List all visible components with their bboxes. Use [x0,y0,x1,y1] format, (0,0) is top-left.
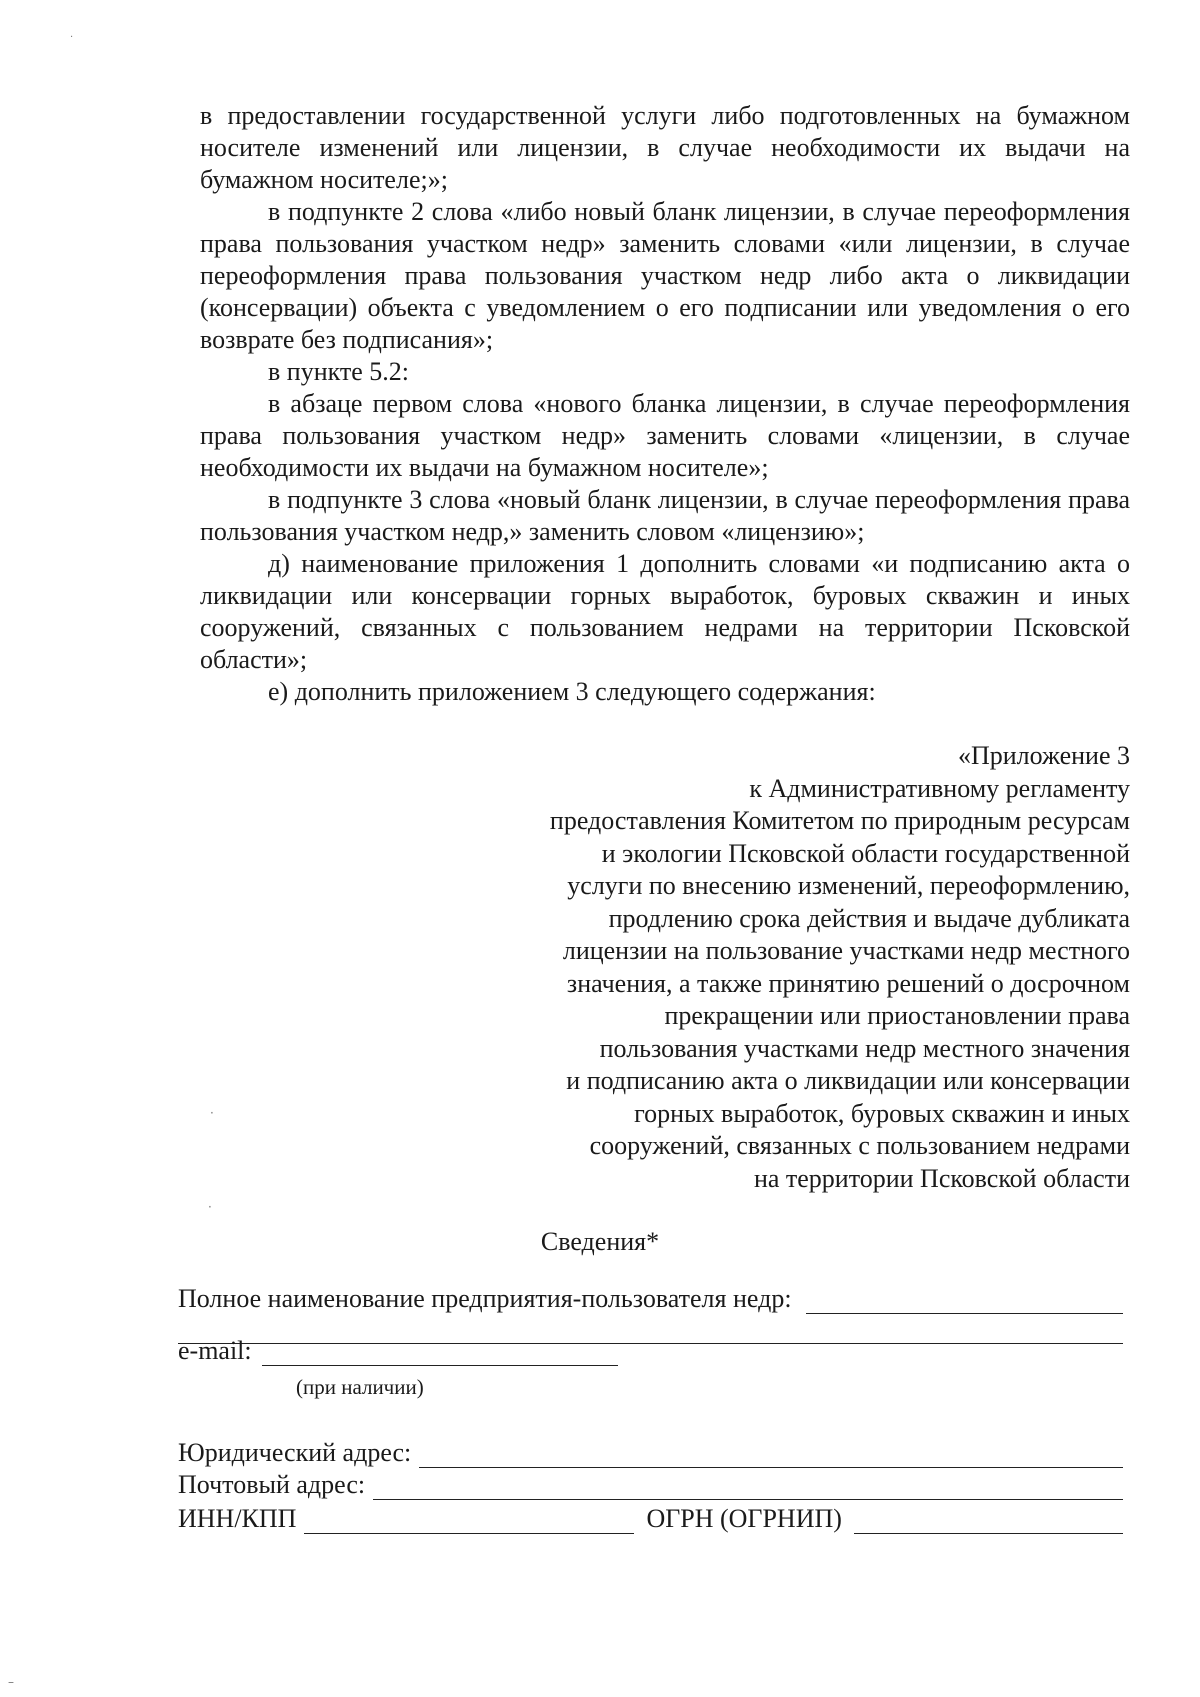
postal-address-row [178,1470,1123,1500]
appendix-line: лицензии на пользование участками недр местного [562,936,1130,965]
appendix-line: пользования участками недр местного значения [599,1033,1130,1063]
appendix-line: продлению срока действия и выдаче дубликата [608,903,1130,933]
appendix-line: к Административному регламенту [749,773,1130,803]
appendix-line: горных выработок, буровых скважин и иных [634,1098,1130,1128]
company-name-field[interactable] [806,1287,1123,1314]
appendix-line: сооружений, связанных с пользованием недрами [589,1131,1130,1160]
postal-address-field[interactable] [373,1473,1123,1500]
form-title: Сведения* [540,1227,660,1256]
paragraph: в пункте 5.2: [268,357,410,386]
email-hint: (при наличии) [296,1375,424,1399]
email-row [178,1336,618,1366]
ogrn-field[interactable] [854,1507,1123,1534]
appendix-line: услуги по внесению изменений, переоформлению, [567,871,1130,900]
scan-speck: – [8,1675,14,1689]
amendment-text [200,100,1130,708]
appendix-line: и экологии Псковской области государственной [601,838,1130,868]
inn-kpp-field[interactable] [304,1507,634,1534]
company-name-label: Полное наименование предприятия-пользователя недр: [178,1284,792,1313]
appendix-line: предоставления Комитетом по природным ресурсам [549,806,1130,835]
paragraph: в подпункте 3 слова «новый бланк лицензии, в случае переоформления права пользования участком недр,» заменить словом «лицензию»; [200,485,1130,546]
appendix-line: на территории Псковской области [753,1163,1130,1193]
appendix-line: значения, а также принятию решений о досрочном [566,968,1130,998]
email-label: e-mail: [178,1336,252,1365]
legal-address-label: Юридический адрес: [178,1438,412,1467]
scan-speck: · [208,1200,212,1214]
paragraph: в подпункте 2 слова «либо новый бланк лицензии, в случае переоформления права пользования участком недр» заменить словами «или лицензии, в случае переоформления права пользования участком недр либо акта о ликвидации (консервации) объекта с уведомлением о его подписании или уведомления о его возврате без подписания»; [200,197,1130,354]
company-name-row [178,1284,1123,1314]
paragraph: в абзаце первом слова «нового бланка лицензии, в случае переоформления права пользования участком недр» заменить словами «лицензии, в случае необходимости их выдачи на бумажном носителе»; [200,389,1130,482]
legal-address-field[interactable] [419,1441,1123,1468]
scan-speck: · [210,1106,214,1120]
legal-address-row [178,1438,1123,1468]
appendix-header [460,740,1130,1195]
paragraph: е) дополнить приложением 3 следующего содержания: [268,677,876,706]
paragraph: в предоставлении государственной услуги либо подготовленных на бумажном носителе изменений или лицензии, в случае необходимости их выдачи на бумажном носителе;»; [200,101,1130,194]
appendix-line: «Приложение 3 [957,741,1130,770]
paragraph: д) наименование приложения 1 дополнить словами «и подписанию акта о ликвидации или консервации горных выработок, буровых скважин и иных сооружений, связанных с пользованием недрами на территории Псковской области»; [200,549,1130,674]
inn-ogrn-row [178,1504,1123,1534]
inn-kpp-label: ИНН/КПП [178,1504,297,1533]
appendix-line: прекращении или приостановлении права [664,1001,1130,1030]
postal-address-label: Почтовый адрес: [178,1470,366,1499]
appendix-line: и подписанию акта о ликвидации или консервации [566,1066,1130,1095]
scan-speck: · [70,32,74,43]
ogrn-label: ОГРН (ОГРНИП) [646,1504,842,1533]
email-field[interactable] [262,1339,618,1366]
